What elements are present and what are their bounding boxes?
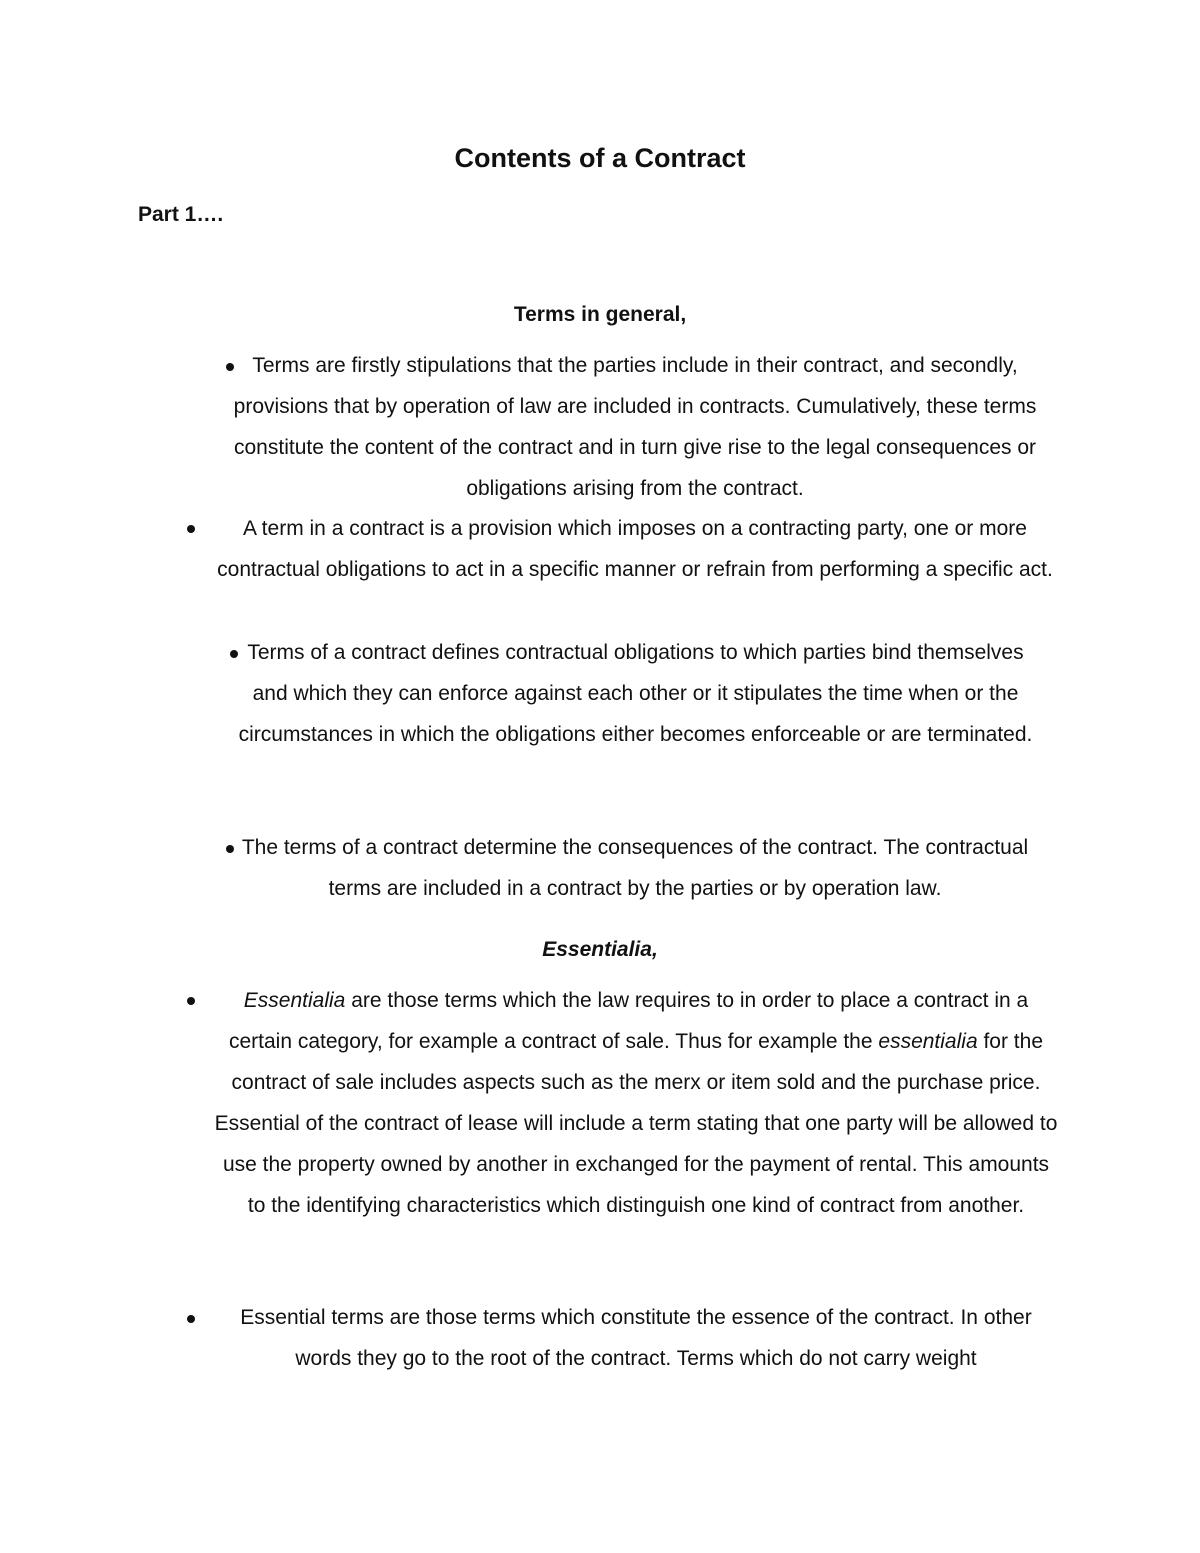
essentialia-term: Essentialia xyxy=(243,989,346,1012)
list-item-term-provision: A term in a contract is a provision which imposes on a contracting party, one or more contractual obligations to act in a specific manner or refrain from performing a specific act. xyxy=(217,517,1053,581)
part-label: Part 1…. xyxy=(138,203,224,226)
list-item-terms-definition: Terms are firstly stipulations that the parties include in their contract, and secondly, provisions that by operation of law are included in contracts. Cumulatively, these terms constitute the content of the contract and in turn give rise to the legal consequences or obligations arising from the contract. xyxy=(233,354,1037,500)
bullet-icon xyxy=(187,525,195,533)
bullet-icon xyxy=(187,997,195,1005)
list-item-terms-consequences: The terms of a contract determine the consequences of the contract. The contractual terms are included in a contract by the parties or by operation law. xyxy=(241,836,1029,900)
list-item-essential-terms: Essential terms are those terms which constitute the essence of the contract. In other words they go to the root of the contract. Terms which do not carry weight xyxy=(240,1306,1032,1370)
essentialia-text-part-b: for the contract of sale includes aspects such as the merx or item sold and the purchase price. Essential of the contract of lease will include a term stating that one party will be allowed to use the property owned by another in exchanged for the payment of rental. This amounts to the identifying characteristics which distinguish one kind of contract from another. xyxy=(214,1030,1058,1217)
list-item-essentialia-definition xyxy=(212,980,1060,1226)
document-title: Contents of a Contract xyxy=(454,143,746,173)
essentialia-term-inline: essentialia xyxy=(878,1030,978,1053)
essentialia-text-part-a: are those terms which the law requires to in order to place a contract in a certain category, for example a contract of sale. Thus for example the xyxy=(229,989,1029,1053)
list-item-contractual-obligations: Terms of a contract defines contractual obligations to which parties bind themselves and which they can enforce against each other or it stipulates the time when or the circumstances in which the obligations either becomes enforceable or are terminated. xyxy=(238,641,1033,746)
section-heading-terms-in-general: Terms in general, xyxy=(513,303,687,326)
section-heading-essentialia: Essentialia, xyxy=(542,938,658,961)
bullet-icon xyxy=(187,1315,195,1323)
